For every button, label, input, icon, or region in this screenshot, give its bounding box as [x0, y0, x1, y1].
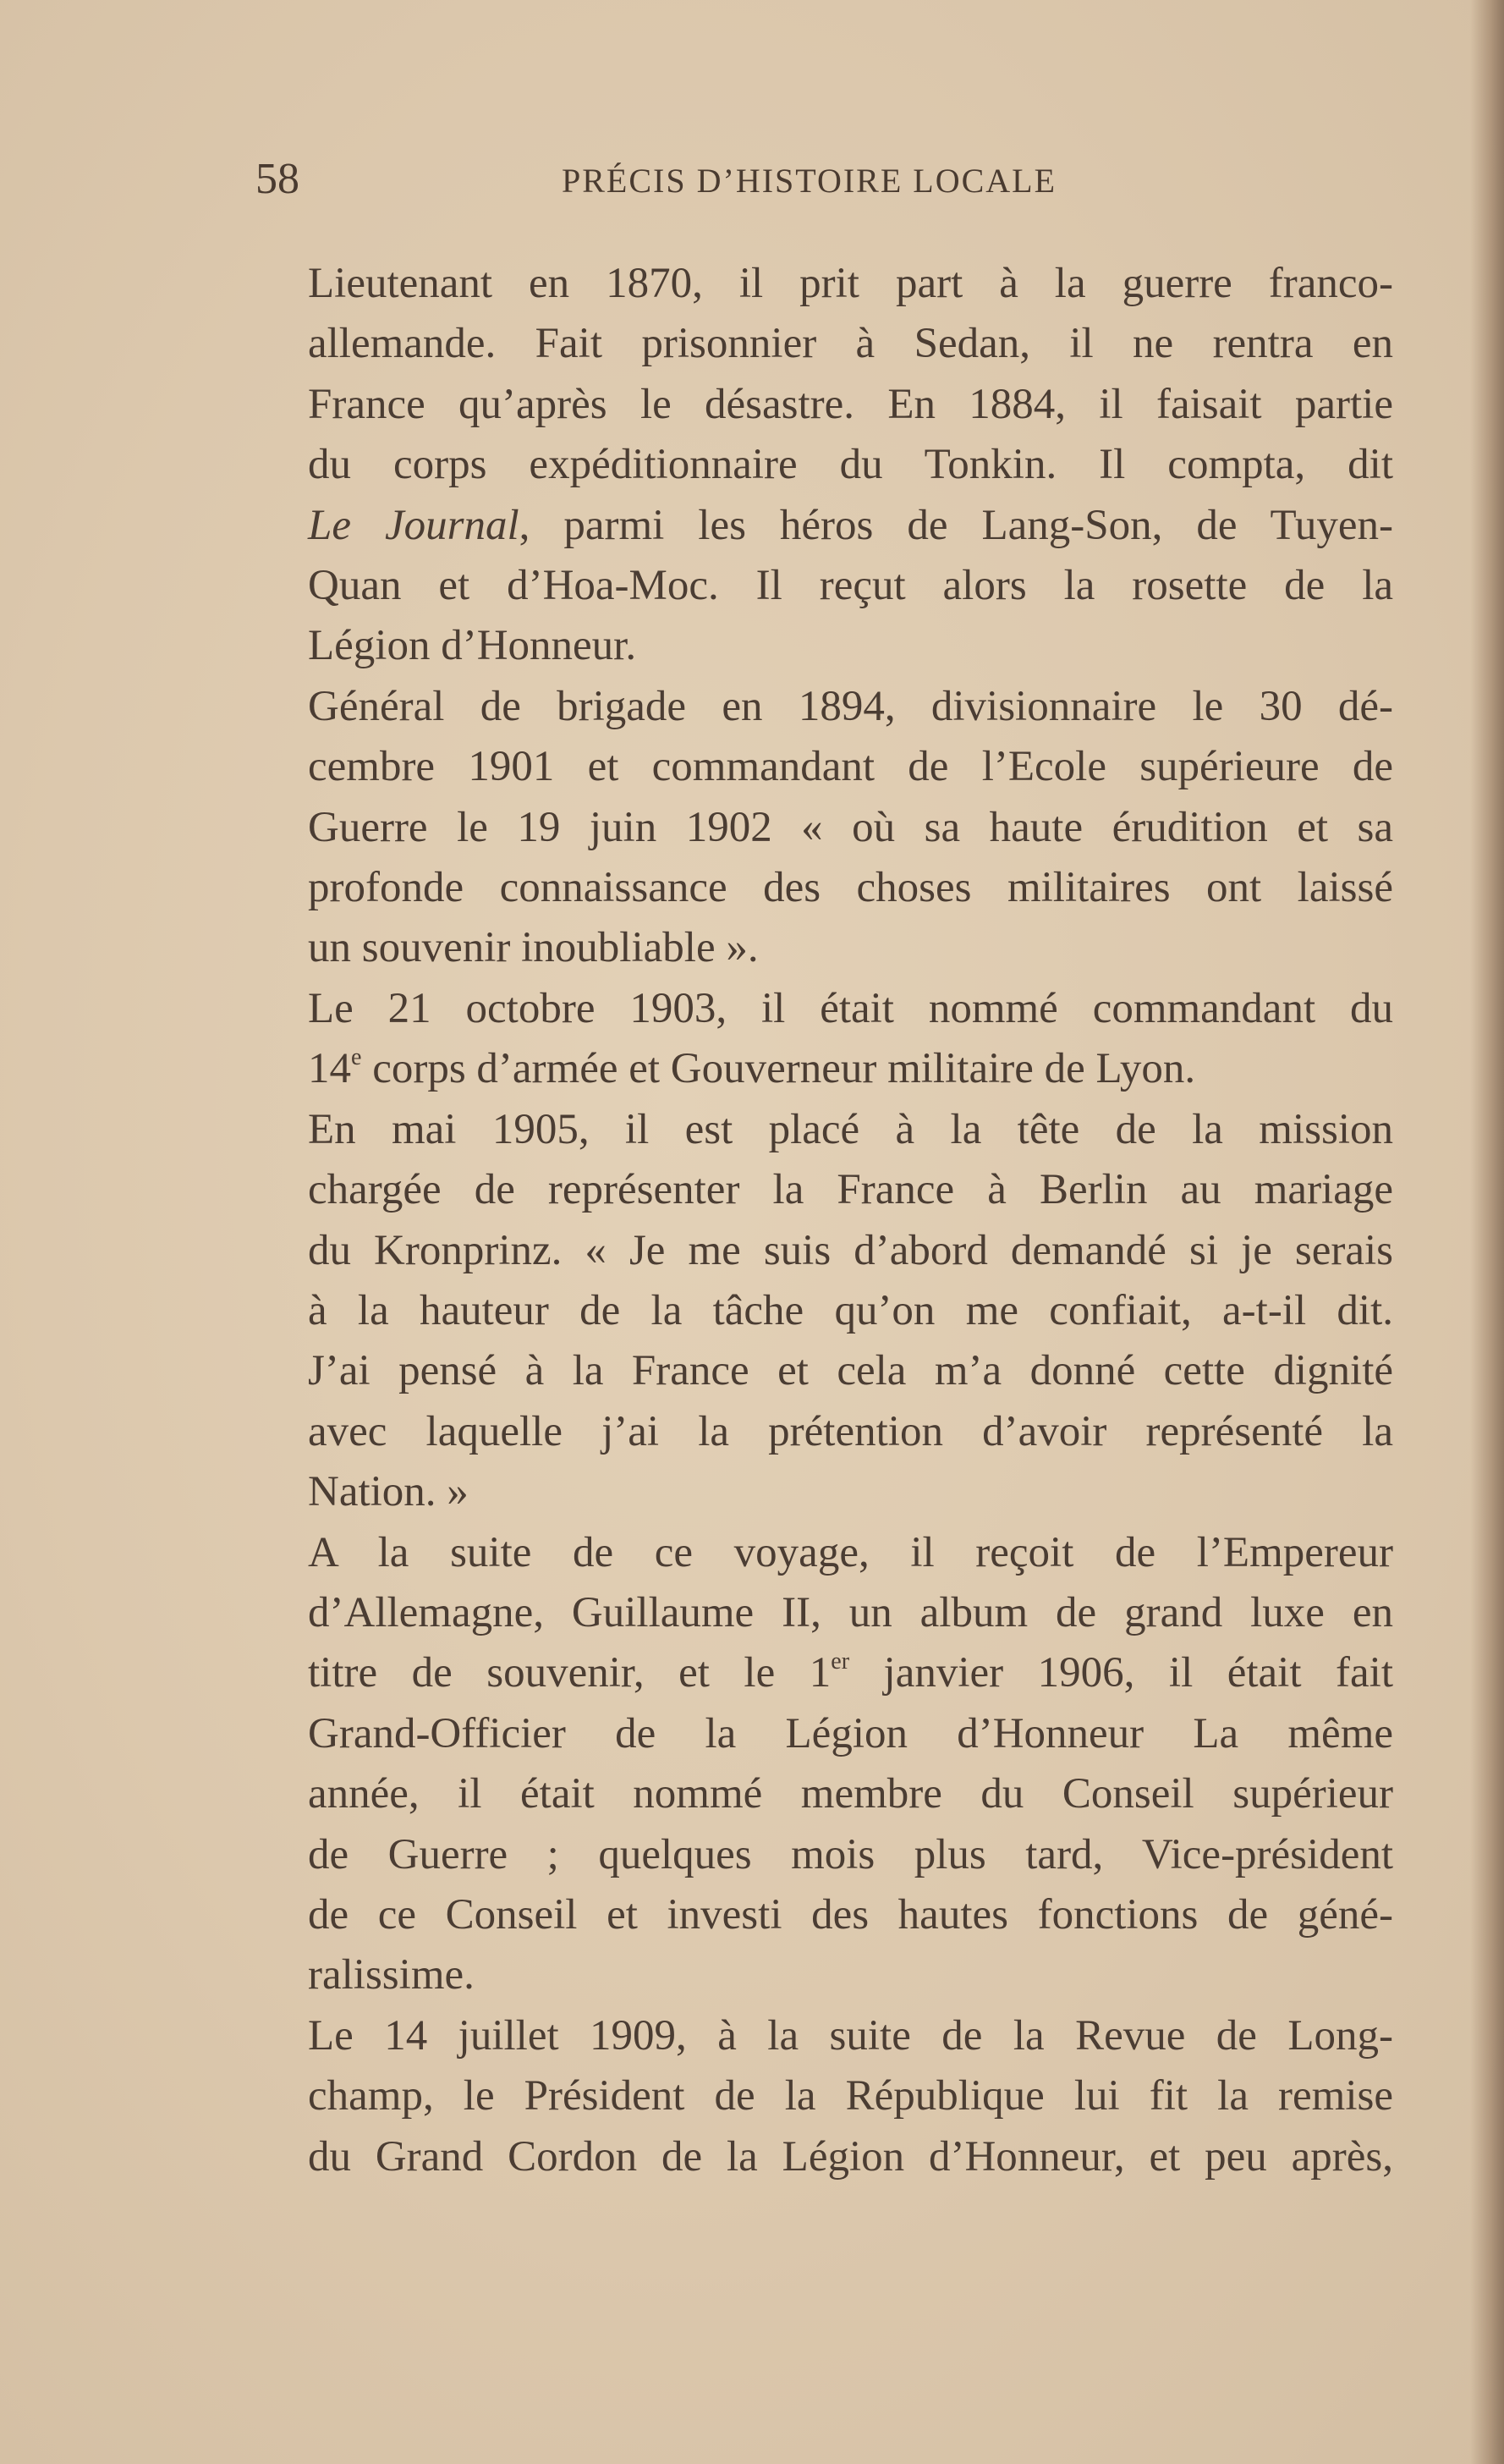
- page-edge-shadow: [1470, 0, 1504, 2464]
- paragraph-1: [255, 254, 1393, 677]
- text-line: année, il était nommé membre du Conseil supérieur: [308, 1770, 1393, 1818]
- text-line: chargée de représenter la France à Berlin au mariage: [308, 1166, 1393, 1214]
- text-line: [255, 496, 1393, 556]
- text-line: avec laquelle j’ai la prétention d’avoir représenté la: [308, 1407, 1393, 1455]
- text-line: un souvenir inoubliable ».: [308, 924, 759, 972]
- text-line: champ, le Président de la République lui fit la remise: [308, 2072, 1393, 2120]
- page-number: 58: [255, 155, 299, 203]
- text-line: Légion d’Honneur.: [308, 622, 637, 670]
- text-line: A la suite de ce voyage, il reçoit de l’Empereur: [308, 1528, 1393, 1576]
- text-line: Lieutenant en 1870, il prit part à la guerre franco-: [308, 260, 1393, 307]
- text-line-start: titre de souvenir, et le 1: [308, 1649, 832, 1697]
- text-line: de Guerre ; quelques mois plus tard, Vice-président: [308, 1830, 1393, 1878]
- text-line: profonde connaissance des choses militaires ont laissé: [308, 864, 1393, 912]
- text-line: [255, 1039, 1393, 1099]
- text-line: à la hauteur de la tâche qu’on me confiait, a-t-il dit.: [308, 1286, 1393, 1334]
- text-line: du Grand Cordon de la Légion d’Honneur, et peu après,: [308, 2132, 1393, 2181]
- text-line: Général de brigade en 1894, divisionnaire le 30 dé-: [308, 682, 1393, 730]
- text-line-rest: janvier 1906, il était fait: [849, 1649, 1393, 1697]
- newspaper-title: Le Journal: [308, 501, 519, 549]
- text-line: Le 14 juillet 1909, à la suite de la Revue de Long-: [308, 2011, 1393, 2060]
- text-line: cembre 1901 et commandant de l’Ecole supérieure de: [308, 743, 1393, 791]
- text-line: France qu’après le désastre. En 1884, il faisait partie: [308, 380, 1393, 428]
- page-header: [255, 152, 1393, 206]
- paragraph-3: [255, 979, 1393, 1100]
- text-line: En mai 1905, il est placé à la tête de la mission: [308, 1105, 1393, 1153]
- text-line-rest: , parmi les héros de Lang-Son, de Tuyen-: [519, 501, 1394, 549]
- text-line: d’Allemagne, Guillaume II, un album de grand luxe en: [308, 1588, 1393, 1636]
- ordinal-suffix: e: [351, 1044, 362, 1071]
- text-line: ralissime.: [308, 1951, 475, 1999]
- body-text: [255, 254, 1393, 2187]
- text-line: J’ai pensé à la France et cela m’a donné cette dignité: [308, 1347, 1393, 1395]
- text-line: Guerre le 19 juin 1902 « où sa haute érudition et sa: [308, 803, 1393, 851]
- ordinal-suffix: er: [831, 1648, 850, 1675]
- paragraph-2: [255, 677, 1393, 979]
- text-line: allemande. Fait prisonnier à Sedan, il ne rentra en: [308, 320, 1393, 368]
- corps-number: 14: [308, 1045, 351, 1093]
- text-line: Quan et d’Hoa-Moc. Il reçut alors la rosette de la: [308, 562, 1393, 610]
- paragraph-6: [255, 2006, 1393, 2187]
- running-title: PRÉCIS D’HISTOIRE LOCALE: [562, 162, 1057, 200]
- text-line: Le 21 octobre 1903, il était nommé commandant du: [308, 984, 1393, 1032]
- text-line: [255, 1643, 1393, 1703]
- text-line-rest: corps d’armée et Gouverneur militaire de Lyon.: [361, 1045, 1196, 1093]
- paragraph-5: [255, 1523, 1393, 2006]
- text-line: du Kronprinz. « Je me suis d’abord demandé si je serais: [308, 1226, 1393, 1274]
- paragraph-4: [255, 1100, 1393, 1523]
- text-line: du corps expéditionnaire du Tonkin. Il compta, dit: [308, 441, 1393, 489]
- text-line: Grand-Officier de la Légion d’Honneur La même: [308, 1709, 1393, 1757]
- text-line: de ce Conseil et investi des hautes fonctions de géné-: [308, 1890, 1393, 1939]
- text-line: Nation. »: [308, 1468, 469, 1516]
